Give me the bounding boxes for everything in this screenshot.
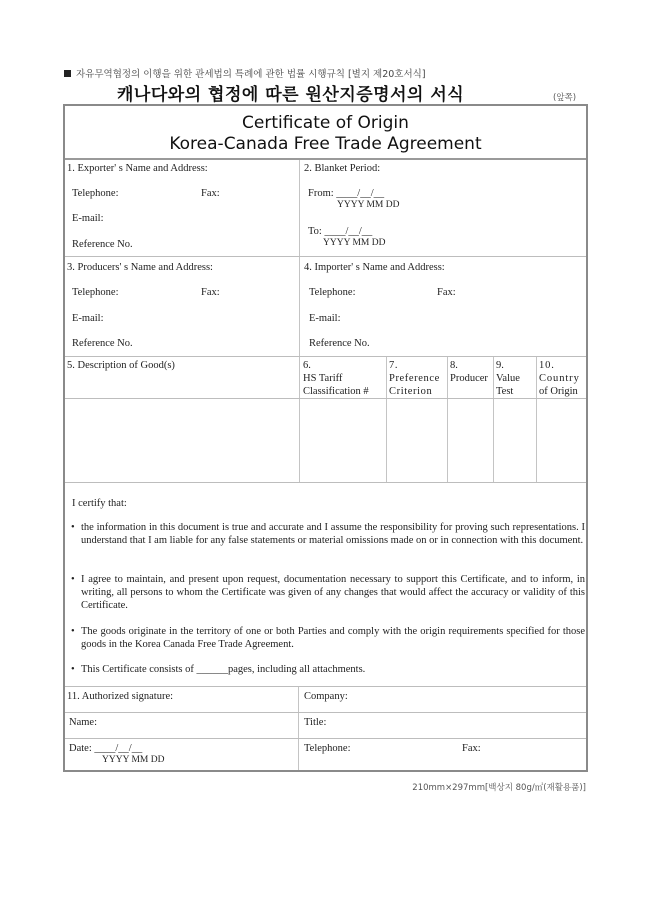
blanket-from-format: YYYY MM DD: [337, 200, 400, 210]
column-header-line2: of Origin: [539, 386, 578, 397]
certify-item-text: the information in this document is true and accurate and I assume the responsibility for proving such representations. I understand that I am liable for any false statements or material omissions made on or in connection with this document.: [81, 522, 585, 546]
square-bullet-icon: [64, 70, 71, 77]
column-header-line2: Criterion: [389, 386, 433, 397]
goods-country-cell[interactable]: [537, 399, 586, 482]
form-title-line1: Certificate of Origin: [242, 113, 409, 133]
regulation-note-text: 자유무역협정의 이행을 위한 관세법의 특례에 관한 법률 시행규칙 [별지 제20호서식]: [76, 69, 426, 80]
column-header-line1: Value: [496, 373, 520, 384]
importer-fax[interactable]: Fax:: [437, 287, 456, 298]
row-divider: [65, 712, 586, 713]
column-divider: [299, 257, 300, 356]
certify-item: [71, 625, 585, 651]
blanket-to-format: YYYY MM DD: [323, 238, 386, 248]
column-number: 10.: [539, 360, 555, 371]
company-field[interactable]: Company:: [304, 691, 348, 702]
goods-header-preference: [389, 359, 440, 398]
goods-description-cell[interactable]: [65, 399, 299, 482]
exporter-label: 1. Exporter' s Name and Address:: [67, 163, 208, 174]
importer-label: 4. Importer' s Name and Address:: [304, 262, 445, 273]
exporter-reference[interactable]: Reference No.: [72, 239, 133, 250]
front-side-label: (앞쪽): [553, 93, 577, 103]
name-field[interactable]: Name:: [69, 717, 97, 728]
row-divider: [65, 482, 586, 483]
exporter-fax[interactable]: Fax:: [201, 188, 220, 199]
column-header-line1: Preference: [389, 373, 440, 384]
row-divider: [65, 738, 586, 739]
date-field[interactable]: Date: ____/__/__: [69, 743, 143, 754]
column-number: 9.: [496, 360, 504, 371]
producer-email[interactable]: E-mail:: [72, 313, 104, 324]
date-format-hint: YYYY MM DD: [102, 755, 165, 765]
exporter-email[interactable]: E-mail:: [72, 213, 104, 224]
column-header-line1: HS Tariff: [303, 373, 343, 384]
authorized-signature-label[interactable]: 11. Authorized signature:: [67, 691, 174, 702]
importer-telephone[interactable]: Telephone:: [309, 287, 356, 298]
blanket-from-field[interactable]: From: ____/__/__: [308, 188, 385, 199]
goods-preference-cell[interactable]: [387, 399, 447, 482]
row-divider: [65, 256, 586, 257]
producer-fax[interactable]: Fax:: [201, 287, 220, 298]
column-header-label: 5. Description of Good(s): [67, 360, 175, 371]
blanket-period-label: 2. Blanket Period:: [304, 163, 381, 174]
producer-label: 3. Producers' s Name and Address:: [67, 262, 213, 273]
signature-fax-field[interactable]: Fax:: [462, 743, 481, 754]
certify-item-text: I agree to maintain, and present upon request, documentation necessary to support this Certificate, and to inform, in writing, all persons to whom the Certificate was given of any changes that would affect the accuracy or validity of this Certificate.: [81, 574, 585, 611]
bullet-icon: •: [71, 664, 75, 675]
column-number: 7.: [389, 360, 399, 371]
certify-item: [71, 663, 585, 676]
goods-header-country-of-origin: [539, 359, 580, 398]
korean-form-title: 캐나다와의 협정에 따른 원산지증명서의 서식: [117, 85, 465, 105]
producer-telephone[interactable]: Telephone:: [72, 287, 119, 298]
column-header-line1: Producer: [450, 373, 488, 384]
exporter-telephone[interactable]: Telephone:: [72, 188, 119, 199]
certify-item: [71, 521, 585, 547]
column-number: 8.: [450, 360, 458, 371]
certificate-form: [63, 104, 588, 772]
certify-item: [71, 573, 585, 612]
column-header-line2: Test: [496, 386, 514, 397]
row-divider: [65, 686, 586, 687]
paper-spec-footer: 210mm×297mm[백상지 80g/㎡(재활용품)]: [412, 783, 586, 793]
column-header-line2: Classification #: [303, 386, 369, 397]
importer-reference[interactable]: Reference No.: [309, 338, 370, 349]
row-divider: [65, 356, 586, 357]
blanket-to-field[interactable]: To: ____/__/__: [308, 226, 373, 237]
column-divider: [298, 687, 299, 770]
bullet-icon: •: [71, 522, 75, 533]
regulation-note: [64, 66, 426, 80]
goods-value-test-cell[interactable]: [494, 399, 536, 482]
goods-header-value-test: [496, 359, 520, 398]
certify-item-text: The goods originate in the territory of one or both Parties and comply with the origin requirements specified for those goods in the Korea Canada Free Trade Agreement.: [81, 626, 585, 650]
bullet-icon: •: [71, 626, 75, 637]
importer-email[interactable]: E-mail:: [309, 313, 341, 324]
goods-header-hs-tariff: [303, 359, 369, 398]
bullet-icon: •: [71, 574, 75, 585]
title-field[interactable]: Title:: [304, 717, 327, 728]
column-number: 6.: [303, 360, 311, 371]
column-header-line1: Country: [539, 373, 580, 384]
goods-header-description: [67, 359, 175, 372]
goods-hs-tariff-cell[interactable]: [300, 399, 386, 482]
form-title-line2: Korea-Canada Free Trade Agreement: [169, 134, 482, 154]
goods-header-producer: [450, 359, 488, 385]
goods-producer-cell[interactable]: [448, 399, 493, 482]
certify-intro: I certify that:: [72, 498, 127, 509]
title-divider: [65, 158, 586, 160]
certify-item-text: This Certificate consists of ______pages, including all attachments.: [81, 664, 366, 675]
signature-telephone-field[interactable]: Telephone:: [304, 743, 351, 754]
producer-reference[interactable]: Reference No.: [72, 338, 133, 349]
